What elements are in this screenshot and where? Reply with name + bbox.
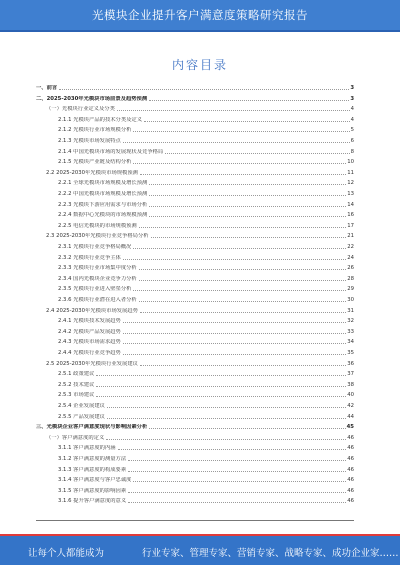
- toc-bottom-rule: [36, 520, 354, 521]
- toc-entry-label: 2.1.4 中国光模块市场的发展现状及竞争格局: [58, 148, 164, 155]
- report-header-bar: [0, 0, 400, 30]
- toc-entry-label: 2.2.2 中国光模块市场规模及增长预测: [58, 191, 148, 197]
- toc-dot-leader: [140, 364, 346, 366]
- toc-entry[interactable]: [36, 465, 354, 473]
- header-rule: [0, 30, 400, 32]
- toc-dot-leader: [149, 205, 346, 207]
- toc-entry-label: 2.2.4 数据中心光模块的市场规模预测: [58, 212, 148, 219]
- toc-entry-page: 40: [347, 392, 354, 399]
- toc-entry-page: 32: [347, 318, 354, 325]
- toc-dot-leader: [149, 215, 346, 217]
- toc-entry-label: 2.2.5 电信光模块的市场规模预测: [58, 222, 137, 229]
- toc-dot-leader: [139, 279, 347, 281]
- toc-entry-label: 2.5 2025-2030年光模块行业发展建议: [46, 360, 138, 367]
- toc-entry-label: 2.1.2 光模块行业市场规模分析: [58, 127, 132, 134]
- report-title: 光模块企业提升客户满意度策略研究报告: [92, 8, 308, 22]
- toc-entry[interactable]: [36, 136, 354, 144]
- toc-entry-label: 2.5.1 政策建议: [58, 371, 95, 378]
- toc-entry[interactable]: [36, 178, 354, 186]
- toc-entry-label: 2.4.4 光模块行业竞争趋势: [58, 350, 121, 356]
- toc-entry-page: 33: [347, 328, 354, 335]
- toc-entry-page: 14: [347, 201, 354, 208]
- toc-entry-page: 29: [347, 286, 354, 293]
- toc-entry-page: 42: [347, 403, 354, 409]
- toc-entry-label: 2.3.1 光模块行业竞争格局概况: [58, 244, 132, 250]
- toc-entry-label: 2.3 2025-2030年光模块行业竞争格局分析: [46, 233, 149, 240]
- toc-entry-label: 3.1.5 客户满意度的影响因素: [58, 487, 127, 494]
- toc-entry[interactable]: [36, 157, 354, 165]
- toc-entry-label: 二、2025-2030年光模块市场前景及趋势预测: [36, 95, 148, 102]
- toc-entry[interactable]: [36, 274, 354, 282]
- toc-entry-page: 34: [347, 339, 354, 346]
- toc-entry-page: 30: [347, 297, 354, 303]
- toc-entry-label: 3.1.1 客户满意度的内涵: [58, 445, 116, 452]
- table-of-contents: [36, 83, 354, 515]
- toc-entry-label: 2.3.2 光模块行业竞争主体: [58, 254, 121, 261]
- toc-entry[interactable]: [36, 443, 354, 451]
- toc-entry-page: 26: [347, 265, 354, 272]
- toc-entry[interactable]: [36, 189, 354, 197]
- toc-entry[interactable]: [36, 412, 354, 420]
- toc-entry-label: 2.3.4 国内光模块企业竞争力分析: [58, 275, 137, 282]
- toc-dot-leader: [139, 268, 347, 270]
- toc-dot-leader: [149, 427, 345, 429]
- toc-entry-page: 38: [347, 381, 354, 388]
- toc-entry-label: 3.1.3 客户满意度的构成要素: [58, 466, 127, 473]
- toc-dot-leader: [123, 353, 346, 355]
- toc-entry[interactable]: [36, 295, 354, 303]
- toc-dot-leader: [96, 385, 346, 387]
- toc-entry[interactable]: [36, 306, 354, 314]
- toc-entry[interactable]: [36, 231, 354, 239]
- toc-dot-leader: [149, 194, 346, 196]
- toc-entry-label: 2.3.3 光模块行业市场集中度分析: [58, 265, 137, 272]
- toc-entry[interactable]: [36, 284, 354, 292]
- toc-dot-leader: [128, 459, 346, 461]
- toc-entry-label: 2.2.1 全球光模块市场规模及增长预测: [58, 180, 148, 187]
- toc-entry-label: 2.1.5 光模块产业链及结构分析: [58, 159, 132, 166]
- toc-dot-leader: [139, 226, 347, 228]
- toc-dot-leader: [140, 173, 346, 175]
- toc-dot-leader: [123, 258, 346, 260]
- toc-entry-page: 45: [346, 424, 354, 431]
- toc-entry-page: 6: [350, 138, 354, 144]
- toc-entry[interactable]: [36, 359, 354, 367]
- toc-dot-leader: [144, 120, 350, 122]
- toc-dot-leader: [106, 438, 346, 440]
- toc-entry-page: 13: [347, 191, 354, 197]
- toc-entry-label: 三、光模块企业客户满意度现状与影响因素分析: [36, 424, 148, 431]
- toc-entry-label: 一、前言: [36, 85, 58, 91]
- toc-dot-leader: [96, 374, 346, 376]
- toc-entry[interactable]: [36, 348, 354, 356]
- toc-dot-leader: [123, 342, 346, 344]
- toc-entry-page: 21: [347, 233, 354, 240]
- toc-entry-label: 2.5.3 市场建议: [58, 392, 95, 399]
- toc-entry[interactable]: [36, 242, 354, 250]
- toc-entry-page: 46: [347, 434, 354, 441]
- toc-entry-page: 3: [350, 95, 354, 102]
- toc-entry-page: 24: [347, 254, 354, 261]
- toc-entry-page: 37: [347, 371, 354, 378]
- toc-dot-leader: [117, 109, 350, 111]
- toc-entry[interactable]: [36, 369, 354, 377]
- toc-heading: 内容目录: [171, 58, 228, 72]
- toc-entry-label: 2.5.5 产品发展建议: [58, 413, 105, 420]
- toc-dot-leader: [133, 162, 346, 164]
- footer-slogan-left: 让每个人都能成为: [28, 548, 105, 559]
- toc-entry[interactable]: [36, 316, 354, 324]
- toc-entry-label: （一）光模块行业定义及分类: [46, 106, 115, 113]
- toc-entry-label: 2.3.6 光模块行业潜在进入者分析: [58, 297, 137, 303]
- toc-dot-leader: [151, 236, 347, 238]
- toc-entry[interactable]: [36, 337, 354, 345]
- toc-entry-page: 46: [347, 477, 354, 484]
- toc-entry-label: 3.1.4 客户满意度与客户忠诚度: [58, 477, 132, 484]
- toc-entry-page: 3: [350, 85, 354, 91]
- toc-entry-page: 10: [347, 159, 354, 166]
- toc-dot-leader: [133, 247, 346, 249]
- toc-dot-leader: [128, 470, 346, 472]
- toc-entry[interactable]: [36, 390, 354, 398]
- toc-entry[interactable]: [36, 147, 354, 155]
- toc-entry[interactable]: [36, 401, 354, 409]
- footer-slogan-right: 行业专家、管理专家、营销专家、战略专家、成功企业家……: [142, 548, 399, 559]
- toc-dot-leader: [107, 406, 346, 408]
- toc-entry[interactable]: [36, 422, 354, 430]
- toc-dot-leader: [133, 289, 346, 291]
- toc-entry-page: 36: [347, 360, 354, 367]
- toc-entry-page: 46: [347, 498, 354, 505]
- toc-entry-page: 46: [347, 445, 354, 452]
- toc-dot-leader: [133, 480, 346, 482]
- toc-entry-page: 8: [350, 148, 354, 155]
- toc-entry-page: 44: [347, 413, 354, 420]
- toc-dot-leader: [118, 448, 347, 450]
- toc-dot-leader: [107, 417, 346, 419]
- toc-entry-label: 2.1.3 光模块市场发展特点: [58, 138, 121, 144]
- toc-entry[interactable]: [36, 454, 354, 462]
- toc-entry-page: 11: [347, 169, 354, 176]
- toc-entry-page: 4: [350, 106, 354, 113]
- toc-entry[interactable]: [36, 496, 354, 504]
- toc-dot-leader: [96, 395, 346, 397]
- toc-entry-label: 2.1.1 光模块产品的技术分类及定义: [58, 116, 143, 123]
- toc-entry[interactable]: [36, 327, 354, 335]
- toc-entry[interactable]: [36, 475, 354, 483]
- toc-entry[interactable]: [36, 104, 354, 112]
- toc-entry-label: 2.5.2 技术建议: [58, 381, 95, 388]
- toc-dot-leader: [128, 501, 346, 503]
- toc-entry[interactable]: [36, 486, 354, 494]
- toc-dot-leader: [59, 88, 349, 90]
- toc-entry-page: 5: [350, 127, 354, 134]
- toc-entry-page: 46: [347, 487, 354, 494]
- toc-dot-leader: [139, 300, 347, 302]
- toc-entry-label: 2.5.4 企业发展建议: [58, 403, 105, 409]
- toc-entry-page: 46: [347, 466, 354, 473]
- toc-dot-leader: [140, 311, 346, 313]
- toc-entry-label: 2.4.3 光模块市场需求趋势: [58, 339, 121, 346]
- toc-dot-leader: [123, 141, 350, 143]
- toc-entry-label: 2.2.3 光模块下游应用需求与市场分析: [58, 201, 148, 208]
- toc-entry-label: 3.1.6 提升客户满意度的意义: [58, 498, 127, 505]
- toc-entry[interactable]: [36, 200, 354, 208]
- toc-entry-label: （一）客户满意度的定义: [46, 434, 105, 441]
- toc-entry[interactable]: [36, 168, 354, 176]
- toc-entry-label: 2.4.2 光模块产品发展趋势: [58, 328, 121, 335]
- toc-dot-leader: [149, 99, 349, 101]
- toc-entry-page: 22: [347, 244, 354, 250]
- footer-accent-stripe: [0, 534, 400, 536]
- toc-entry-page: 28: [347, 275, 354, 282]
- toc-entry[interactable]: [36, 83, 354, 91]
- toc-dot-leader: [123, 321, 346, 323]
- toc-entry[interactable]: [36, 253, 354, 261]
- toc-dot-leader: [133, 130, 349, 132]
- toc-entry-page: 17: [347, 222, 354, 229]
- toc-entry[interactable]: [36, 115, 354, 123]
- toc-dot-leader: [149, 183, 346, 185]
- toc-entry-page: 46: [347, 456, 354, 462]
- toc-entry[interactable]: [36, 94, 354, 102]
- toc-entry-label: 2.4.1 光模块技术发展趋势: [58, 318, 121, 325]
- toc-entry-page: 12: [347, 180, 354, 187]
- toc-entry[interactable]: [36, 380, 354, 388]
- toc-entry-page: 16: [347, 212, 354, 219]
- toc-dot-leader: [165, 152, 349, 154]
- toc-entry[interactable]: [36, 433, 354, 441]
- toc-entry-page: 31: [347, 307, 354, 314]
- toc-entry[interactable]: [36, 263, 354, 271]
- toc-entry-page: 35: [347, 350, 354, 356]
- toc-dot-leader: [128, 491, 346, 493]
- toc-entry-label: 3.1.2 客户满意度的测量方法: [58, 456, 127, 462]
- toc-entry[interactable]: [36, 210, 354, 218]
- toc-entry[interactable]: [36, 221, 354, 229]
- toc-dot-leader: [123, 332, 346, 334]
- toc-entry-label: 2.3.5 光模块行业进入壁垒分析: [58, 286, 132, 293]
- toc-entry-label: 2.4 2025-2030年光模块市场发展趋势: [46, 307, 138, 314]
- toc-entry-page: 4: [350, 116, 354, 123]
- toc-entry-label: 2.2 2025-2030年光模块市场规模预测: [46, 169, 138, 176]
- toc-entry[interactable]: [36, 125, 354, 133]
